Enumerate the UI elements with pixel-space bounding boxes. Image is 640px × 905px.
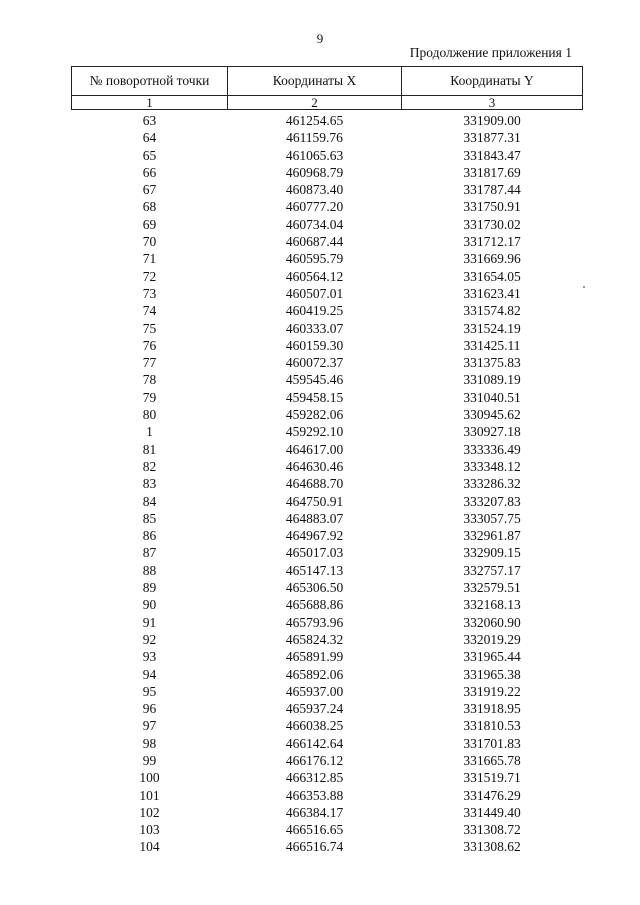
cell-point-number: 64: [142, 130, 157, 146]
table-index-row: [72, 96, 583, 110]
cell-coordinate-x: 464883.07: [285, 510, 344, 526]
table-row: [72, 406, 583, 423]
cell-coordinate-x: 466038.25: [285, 718, 344, 734]
cell-coordinate-y: 331665.78: [463, 752, 521, 768]
cell-coordinate-x: 466516.74: [285, 839, 344, 855]
cell-coordinate-y: 332579.51: [463, 580, 521, 596]
cell-point-number: 66: [142, 164, 157, 180]
cell-coordinate-y: 331877.31: [463, 130, 521, 146]
cell-coordinate-x: 466312.85: [285, 770, 344, 786]
cell-coordinate-x: 465891.99: [285, 649, 344, 665]
cell-coordinate-x: 465937.00: [285, 683, 344, 699]
table-row: [72, 631, 583, 648]
stray-mark: [583, 286, 585, 288]
cell-coordinate-y: 332961.87: [463, 528, 521, 544]
cell-point-number: 101: [139, 787, 160, 803]
cell-coordinate-x: 460595.79: [285, 251, 344, 267]
cell-point-number: 76: [142, 337, 157, 353]
cell-coordinate-y: 331810.53: [463, 718, 521, 734]
cell-point-number: 100: [139, 770, 160, 786]
cell-coordinate-x: 461065.63: [285, 147, 344, 163]
cell-coordinate-y: 332060.90: [463, 614, 521, 630]
cell-coordinate-x: 466176.12: [285, 752, 344, 768]
page-number: 9: [316, 31, 324, 46]
cell-coordinate-x: 460159.30: [285, 337, 344, 353]
cell-coordinate-y: 331919.22: [463, 683, 521, 699]
cell-coordinate-y: 331654.05: [463, 268, 521, 284]
coordinates-table: [71, 66, 583, 856]
cell-coordinate-y: 332019.29: [463, 631, 521, 647]
cell-point-number: 84: [142, 493, 157, 509]
table-row: [72, 285, 583, 302]
table-row: [72, 389, 583, 406]
cell-coordinate-y: 331918.95: [463, 701, 521, 717]
cell-point-number: 103: [139, 822, 160, 838]
cell-point-number: 72: [142, 268, 157, 284]
cell-point-number: 96: [142, 701, 157, 717]
cell-point-number: 88: [142, 562, 157, 578]
cell-coordinate-y: 331965.38: [463, 666, 521, 682]
table-row: [72, 717, 583, 734]
table-row: [72, 579, 583, 596]
cell-coordinate-y: 331623.41: [463, 285, 521, 301]
table-row: [72, 787, 583, 804]
cell-coordinate-x: 460507.01: [285, 285, 344, 301]
cell-point-number: 63: [142, 113, 157, 128]
cell-coordinate-y: 333348.12: [463, 458, 521, 474]
cell-coordinate-x: 460777.20: [285, 199, 344, 215]
table-row: [72, 752, 583, 769]
cell-point-number: 69: [142, 216, 157, 232]
table-row: [72, 493, 583, 510]
cell-point-number: 90: [142, 597, 157, 613]
cell-coordinate-y: 333207.83: [463, 493, 521, 509]
cell-point-number: 91: [142, 614, 157, 630]
cell-coordinate-y: 331476.29: [463, 787, 521, 803]
cell-point-number: 99: [142, 752, 157, 768]
cell-coordinate-y: 333336.49: [463, 441, 521, 457]
cell-point-number: 102: [139, 804, 160, 820]
cell-coordinate-y: 331425.11: [463, 337, 521, 353]
cell-point-number: 89: [142, 580, 157, 596]
table-row: [72, 458, 583, 475]
table-row: [72, 735, 583, 752]
header-coordinate-y: Координаты Y: [402, 67, 583, 96]
cell-coordinate-x: 460419.25: [285, 303, 344, 319]
cell-point-number: 97: [142, 718, 157, 734]
cell-coordinate-x: 461254.65: [285, 113, 344, 128]
cell-point-number: 81: [142, 441, 157, 457]
cell-coordinate-x: 465017.03: [285, 545, 344, 561]
cell-coordinate-x: 466516.65: [285, 822, 344, 838]
cell-point-number: 92: [142, 631, 157, 647]
cell-coordinate-x: 466142.64: [285, 735, 344, 751]
cell-coordinate-y: 331519.71: [463, 770, 521, 786]
index-col-3: 3: [402, 96, 583, 110]
table-row: [72, 544, 583, 561]
table-row: [72, 804, 583, 821]
cell-coordinate-x: 465824.32: [285, 631, 344, 647]
table-row: [72, 181, 583, 198]
cell-coordinate-y: 331449.40: [463, 804, 521, 820]
cell-coordinate-y: 330927.18: [463, 424, 521, 440]
cell-coordinate-x: 465147.13: [285, 562, 344, 578]
table-row: [72, 337, 583, 354]
cell-point-number: 67: [142, 182, 157, 198]
table-row: [72, 510, 583, 527]
cell-coordinate-y: 330945.62: [463, 407, 521, 423]
table-row: [72, 233, 583, 250]
table-row: [72, 562, 583, 579]
table-row: [72, 371, 583, 388]
cell-coordinate-y: 331669.96: [463, 251, 521, 267]
cell-coordinate-x: 460333.07: [285, 320, 344, 336]
cell-coordinate-x: 459545.46: [285, 372, 344, 388]
cell-coordinate-y: 331965.44: [463, 649, 521, 665]
cell-coordinate-y: 331701.83: [463, 735, 521, 751]
cell-coordinate-y: 331843.47: [463, 147, 521, 163]
cell-point-number: 80: [142, 407, 157, 423]
cell-point-number: 73: [142, 285, 157, 301]
cell-point-number: 77: [142, 355, 157, 371]
header-point-number: № поворотной точки: [72, 67, 228, 96]
cell-coordinate-y: 331712.17: [463, 234, 521, 250]
table-row: [72, 129, 583, 146]
table-row: [72, 250, 583, 267]
cell-coordinate-y: 331089.19: [463, 372, 521, 388]
cell-coordinate-x: 460564.12: [285, 268, 344, 284]
table-row: [72, 614, 583, 631]
cell-coordinate-y: 331750.91: [463, 199, 521, 215]
table-row: [72, 268, 583, 285]
cell-coordinate-x: 464688.70: [285, 476, 344, 492]
cell-point-number: 95: [142, 683, 157, 699]
cell-coordinate-x: 460072.37: [285, 355, 344, 371]
cell-point-number: 82: [142, 458, 157, 474]
cell-coordinate-y: 331040.51: [463, 389, 521, 405]
cell-coordinate-x: 464617.00: [285, 441, 344, 457]
table-row: [72, 683, 583, 700]
table-row: [72, 423, 583, 440]
cell-coordinate-y: 332909.15: [463, 545, 521, 561]
cell-coordinate-x: 466384.17: [285, 804, 344, 820]
cell-point-number: 86: [142, 528, 157, 544]
cell-coordinate-y: 331817.69: [463, 164, 521, 180]
cell-coordinate-y: 331524.19: [463, 320, 521, 336]
table-row: [72, 110, 583, 130]
table-row: [72, 821, 583, 838]
cell-coordinate-y: 331909.00: [463, 113, 521, 128]
cell-coordinate-x: 466353.88: [285, 787, 344, 803]
cell-coordinate-x: 460687.44: [285, 234, 344, 250]
table-row: [72, 216, 583, 233]
table-row: [72, 354, 583, 371]
table-row: [72, 769, 583, 786]
cell-point-number: 94: [142, 666, 157, 682]
cell-point-number: 79: [142, 389, 157, 405]
cell-coordinate-y: 332168.13: [463, 597, 521, 613]
table-row: [72, 666, 583, 683]
cell-coordinate-x: 461159.76: [286, 130, 343, 146]
cell-coordinate-x: 460734.04: [285, 216, 344, 232]
cell-point-number: 1: [146, 424, 153, 440]
cell-coordinate-y: 331730.02: [463, 216, 521, 232]
cell-coordinate-x: 464750.91: [285, 493, 344, 509]
cell-coordinate-x: 460873.40: [285, 182, 344, 198]
cell-coordinate-y: 331787.44: [463, 182, 521, 198]
table-row: [72, 320, 583, 337]
cell-point-number: 98: [142, 735, 157, 751]
cell-coordinate-x: 465892.06: [285, 666, 344, 682]
table-header-row: [72, 67, 583, 96]
index-col-1: 1: [72, 96, 228, 110]
cell-point-number: 74: [142, 303, 157, 319]
cell-point-number: 83: [142, 476, 157, 492]
cell-point-number: 68: [142, 199, 157, 215]
table-row: [72, 441, 583, 458]
cell-coordinate-y: 333057.75: [463, 510, 521, 526]
cell-coordinate-y: 331574.82: [463, 303, 521, 319]
cell-point-number: 104: [139, 839, 160, 855]
continuation-note: Продолжение приложения 1: [409, 45, 572, 60]
cell-point-number: 85: [142, 510, 157, 526]
cell-coordinate-y: 332757.17: [463, 562, 521, 578]
table-row: [72, 596, 583, 613]
table-row: [72, 838, 583, 855]
cell-coordinate-x: 465793.96: [285, 614, 344, 630]
cell-coordinate-y: 331375.83: [463, 355, 521, 371]
header-coordinate-x: Координаты X: [228, 67, 402, 96]
cell-coordinate-x: 465306.50: [285, 580, 344, 596]
cell-point-number: 75: [142, 320, 157, 336]
cell-point-number: 93: [142, 649, 157, 665]
table-row: [72, 147, 583, 164]
cell-coordinate-y: 331308.72: [463, 822, 521, 838]
cell-coordinate-x: 465688.86: [285, 597, 344, 613]
table-row: [72, 527, 583, 544]
cell-point-number: 78: [142, 372, 157, 388]
cell-point-number: 65: [142, 147, 157, 163]
cell-point-number: 71: [142, 251, 157, 267]
cell-coordinate-x: 465937.24: [285, 701, 344, 717]
cell-coordinate-y: 331308.62: [463, 839, 521, 855]
cell-point-number: 87: [142, 545, 157, 561]
table-row: [72, 475, 583, 492]
cell-coordinate-y: 333286.32: [463, 476, 521, 492]
cell-coordinate-x: 459458.15: [285, 389, 344, 405]
index-col-2: 2: [228, 96, 402, 110]
table-row: [72, 648, 583, 665]
table-row: [72, 700, 583, 717]
cell-coordinate-x: 459282.06: [285, 407, 344, 423]
table-body: [72, 110, 583, 856]
table-row: [72, 198, 583, 215]
table-row: [72, 302, 583, 319]
cell-coordinate-x: 464967.92: [285, 528, 344, 544]
cell-coordinate-x: 464630.46: [285, 458, 344, 474]
cell-point-number: 70: [142, 234, 157, 250]
cell-coordinate-x: 459292.10: [285, 424, 344, 440]
cell-coordinate-x: 460968.79: [285, 164, 344, 180]
table-row: [72, 164, 583, 181]
